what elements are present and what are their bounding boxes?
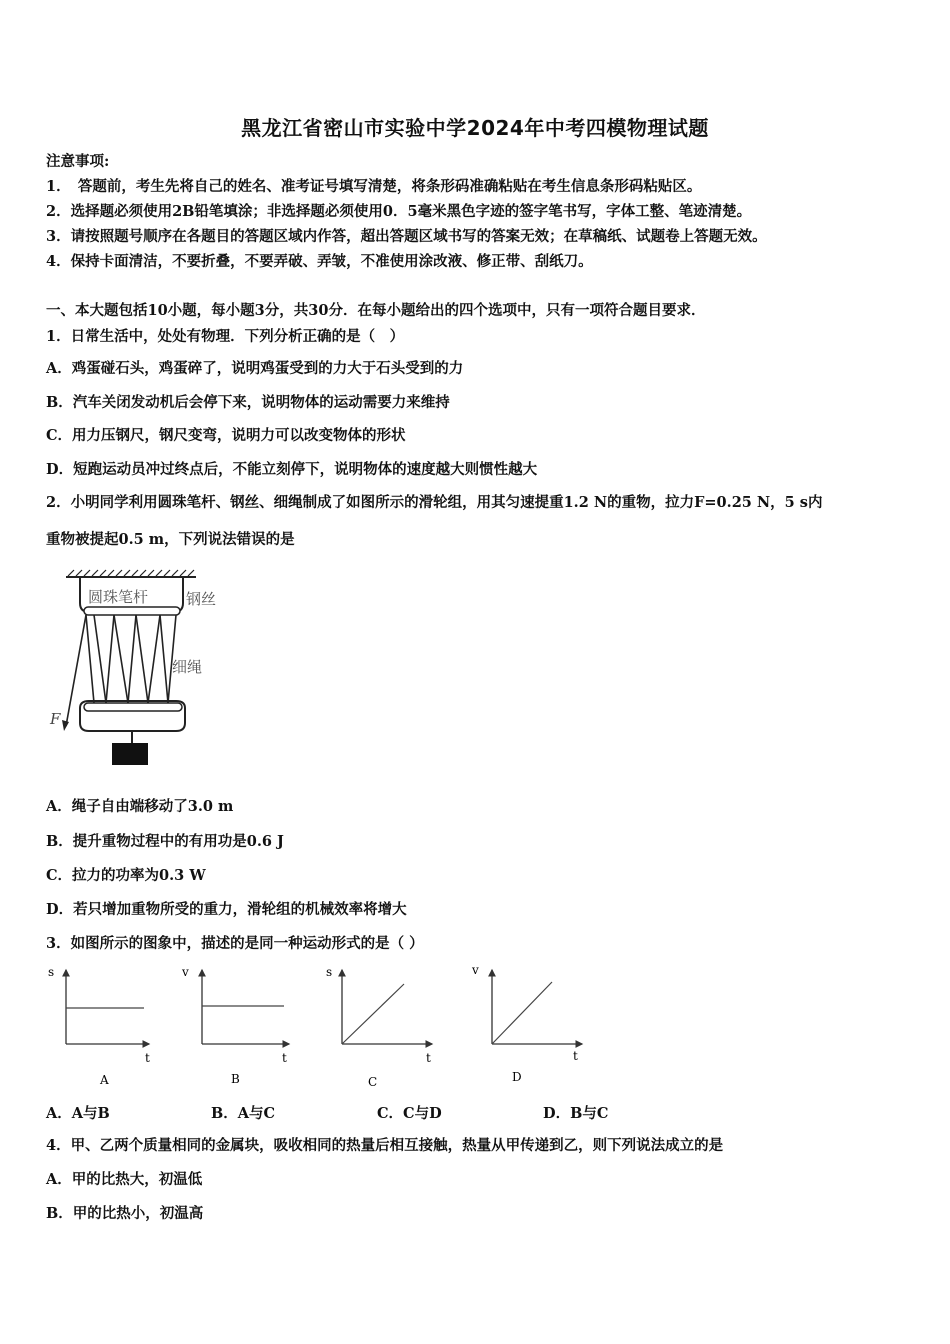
question-4-option-b: B．甲的比热小，初温高 xyxy=(46,1205,204,1222)
section-heading: 一、本大题包括10小题，每小题3分，共30分．在每小题给出的四个选项中，只有一项符合题目要求． xyxy=(46,302,706,319)
graph-d-x-label: t xyxy=(573,1049,578,1063)
label-rope: 细绳 xyxy=(172,658,203,676)
notice-heading: 注意事项: xyxy=(46,153,110,170)
label-wire: 钢丝 xyxy=(186,590,217,608)
question-1-option-d: D．短跑运动员冲过终点后，不能立刻停下，说明物体的速度越大则惯性越大 xyxy=(46,461,538,478)
question-3-option-a: A．A与B xyxy=(46,1105,110,1122)
question-2-option-b: B．提升重物过程中的有用功是0.6 J xyxy=(46,833,284,850)
graph-d-name: D xyxy=(512,1070,522,1084)
label-force: F xyxy=(50,710,61,728)
question-2-stem-continued: 重物被提起0.5 m，下列说法错误的是 xyxy=(46,531,295,548)
notice-item: 3．请按照题号顺序在各题目的答题区域内作答，超出答题区域书写的答案无效；在草稿纸、试题卷上答题无效。 xyxy=(46,228,767,245)
graph-d xyxy=(471,963,582,1084)
graph-c xyxy=(326,965,432,1089)
notice-item: 1． 答题前，考生先将自己的姓名、准考证号填写清楚，将条形码准确粘贴在考生信息条形码粘贴区。 xyxy=(46,178,702,195)
question-2-option-d: D．若只增加重物所受的重力，滑轮组的机械效率将增大 xyxy=(46,901,407,918)
graph-d-y-label: v xyxy=(472,963,479,977)
label-rod: 圆珠笔杆 xyxy=(88,588,149,606)
notice-item: 4．保持卡面清洁，不要折叠，不要弄破、弄皱，不准使用涂改液、修正带、刮纸刀。 xyxy=(46,253,593,270)
question-1-option-c: C．用力压钢尺，钢尺变弯，说明力可以改变物体的形状 xyxy=(46,427,406,444)
question-2-option-a: A．绳子自由端移动了3.0 m xyxy=(46,798,234,815)
question-3-stem: 3．如图所示的图象中，描述的是同一种运动形式的是（ ） xyxy=(46,935,424,952)
graph-a xyxy=(48,965,150,1087)
graph-b xyxy=(181,965,289,1086)
graph-c-x-label: t xyxy=(426,1051,431,1065)
page-title: 黑龙江省密山市实验中学2024年中考四模物理试题 xyxy=(241,116,709,140)
pulley-figure xyxy=(44,568,244,768)
notice-item: 2．选择题必须使用2B铅笔填涂；非选择题必须使用0．5毫米黑色字迹的签字笔书写，字体工整、笔迹清楚。 xyxy=(46,203,752,220)
question-1-stem: 1．日常生活中，处处有物理．下列分析正确的是（ ） xyxy=(46,328,405,345)
graph-b-y-label: v xyxy=(182,965,189,979)
question-1-option-a: A．鸡蛋碰石头，鸡蛋碎了，说明鸡蛋受到的力大于石头受到的力 xyxy=(46,360,464,377)
question-1-option-b: B．汽车关闭发动机后会停下来，说明物体的运动需要力来维持 xyxy=(46,394,450,411)
graph-c-y-label: s xyxy=(326,965,333,979)
question-3-option-b: B．A与C xyxy=(211,1105,276,1122)
question-4-stem: 4．甲、乙两个质量相同的金属块，吸收相同的热量后相互接触，热量从甲传递到乙，则下列说法成立的是 xyxy=(46,1137,724,1154)
graph-a-name: A xyxy=(100,1073,109,1087)
question-2-option-c: C．拉力的功率为0.3 W xyxy=(46,867,206,884)
graph-b-x-label: t xyxy=(282,1051,287,1065)
question-4-option-a: A．甲的比热大，初温低 xyxy=(46,1171,203,1188)
graph-c-name: C xyxy=(368,1075,378,1089)
graph-a-x-label: t xyxy=(145,1051,150,1065)
graph-b-name: B xyxy=(231,1072,240,1086)
question-2-stem: 2．小明同学利用圆珠笔杆、钢丝、细绳制成了如图所示的滑轮组，用其匀速提重1.2 N的重物，拉力F=0.25 N，5 s内 xyxy=(46,494,823,511)
graph-a-y-label: s xyxy=(48,965,55,979)
motion-graphs xyxy=(44,962,604,1092)
question-3-option-d: D．B与C xyxy=(543,1105,609,1122)
question-3-option-c: C．C与D xyxy=(377,1105,442,1122)
